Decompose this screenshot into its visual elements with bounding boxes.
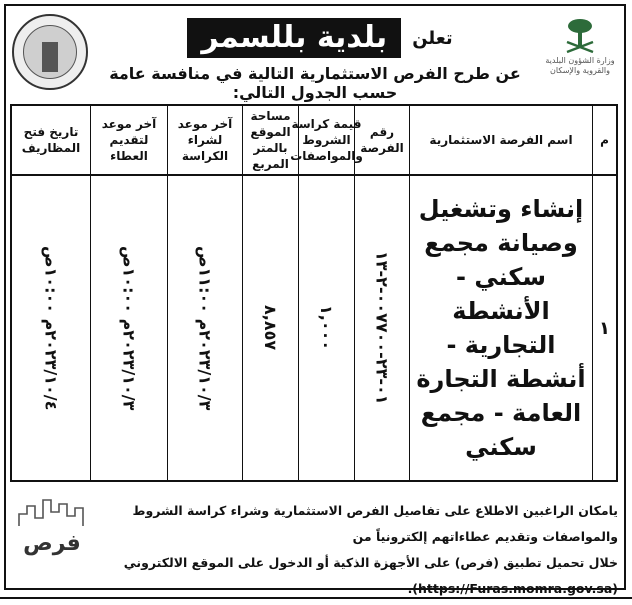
header-opp-number: رقم الفرصة [355,106,409,176]
furas-logo-text: فرص [23,531,81,556]
tower-icon [42,42,58,72]
ministry-name-line1: وزارة الشؤون البلدية [545,56,615,65]
footer-notice [96,498,618,602]
opportunities-table [10,104,618,482]
cell-open-date: ٢٠٢٣/١٠/٤م ١٠:٠٠ص [41,245,61,411]
cell-opp-name: إنشاء وتشغيل وصيانة مجمع سكني - الأنشطة التجارية - أنشطة التجارة العامة - مجمع سكني [416,195,586,461]
footer-line-1: يامكان الراغبين الاطلاع على تفاصيل الفرص الاستثمارية وشراء كراسة الشروط والمواصفات وتقديم عطاءاتهم إلكترونياً من [132,503,618,544]
header-price: قيمة كراسة الشروط والمواصفات [299,106,354,176]
cell-row-number: ١ [599,317,610,339]
bottom-rule [0,597,632,599]
col-submit-deadline [90,106,167,480]
footer-line-2: خلال تحميل تطبيق (فرص) على الأجهزة الذكية أو الدخول على الموقع الالكتروني (https://Furas.momra.gov.sa). [123,555,618,596]
col-opp-number [354,106,409,480]
header-buy-deadline: آخر موعد لشراء الكراسة [168,106,242,176]
header-area: مساحة الموقع بالمتر المربع [243,106,298,176]
ad-title [110,18,530,58]
municipality-name: بلدية بللسمر [187,18,401,58]
skyline-icon [17,494,87,528]
col-open-date [12,106,90,480]
header-submit-deadline: آخر موعد لتقديم العطاء [91,106,167,176]
header-open-date: تاريخ فتح المظاريف [12,106,90,176]
cell-submit-deadline: ٢٠٢٣/١٠/٣م ١٠:٠٠ص [119,245,139,411]
cell-area: ٨,٨٥٧ [261,305,280,351]
municipality-seal-logo [12,14,88,90]
ministry-name-line2: والقروية والإسكان [550,66,610,75]
col-opp-name [409,106,592,480]
cell-opp-number: ٠١-٢٣-٠٠٧٧٠٠-٢-١٣ [372,251,392,405]
col-row-number [592,106,616,480]
col-buy-deadline [167,106,242,480]
header-opp-name: اسم الفرصة الاستثمارية [410,106,592,176]
cell-price: ١,٠٠٠ [317,305,336,351]
ministry-logo [545,16,615,92]
col-price [290,106,363,480]
palm-swords-icon [563,16,597,56]
title-prefix: تعلن [412,27,453,49]
header-row-number: م [593,106,616,176]
furas-logo [12,494,92,572]
ad-subtitle: عن طرح الفرص الاستثمارية التالية في منافسة عامة حسب الجدول التالي: [109,64,521,102]
cell-buy-deadline: ٢٠٢٣/١٠/٣م ١١:٠٠ص [195,245,215,411]
